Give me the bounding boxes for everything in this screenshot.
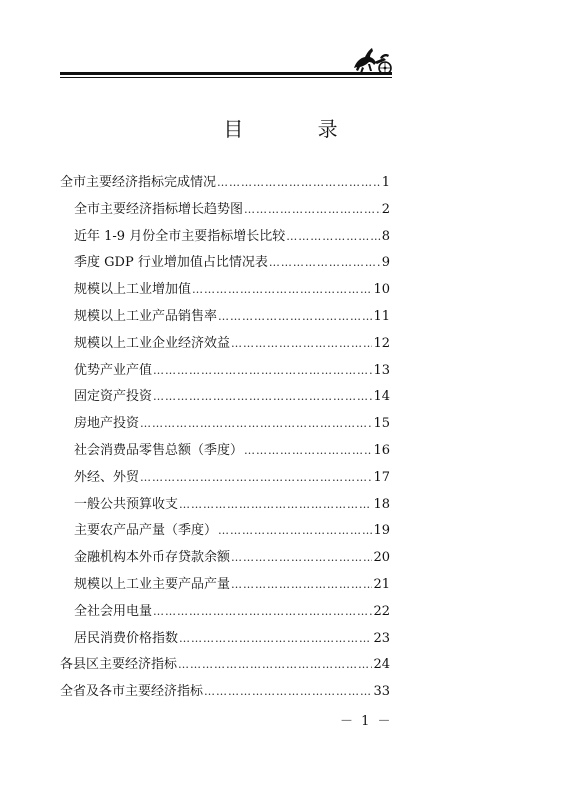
toc-entry-label: 全社会用电量 [74, 603, 153, 619]
toc-entry-label: 主要农产品产量（季度） [74, 523, 218, 539]
toc-leader-dots [140, 411, 372, 438]
toc-entry-page: 21 [373, 576, 390, 592]
toc-entry-label: 各县区主要经济指标 [60, 657, 178, 673]
toc-entry-page: 15 [373, 416, 390, 432]
toc-entry-label: 外经、外贸 [74, 469, 140, 485]
toc-entry-label: 房地产投资 [74, 416, 140, 432]
toc-entry-page: 13 [373, 362, 390, 378]
toc-entry-label: 固定资产投资 [74, 389, 153, 405]
toc-entry-page: 10 [373, 282, 390, 298]
toc-leader-dots [217, 170, 381, 197]
toc-entry[interactable] [60, 250, 390, 277]
toc-entry[interactable] [60, 492, 390, 519]
toc-entry-page: 16 [373, 442, 390, 458]
toc-leader-dots [204, 679, 372, 706]
page-title: 目 录 [223, 117, 372, 141]
header-rule [60, 72, 392, 75]
toc-entry-label: 季度 GDP 行业增加值占比情况表 [74, 255, 268, 271]
toc-entry-page: 33 [373, 684, 390, 700]
toc-leader-dots [153, 599, 372, 626]
toc-leader-dots [179, 626, 372, 653]
chariot-horse-logo-icon [350, 44, 394, 78]
toc-entry-page: 14 [373, 389, 390, 405]
toc-entry[interactable] [60, 518, 390, 545]
toc-entry-page: 17 [373, 469, 390, 485]
toc-leader-dots [179, 492, 372, 519]
toc-entry[interactable] [60, 599, 390, 626]
toc-entry-label: 规模以上工业增加值 [74, 282, 192, 298]
toc-leader-dots [231, 331, 372, 358]
toc-leader-dots [153, 358, 372, 385]
toc-entry-label: 居民消费价格指数 [74, 630, 179, 646]
toc-entry-label: 近年 1-9 月份全市主要指标增长比较 [74, 228, 286, 244]
toc-entry-page: 19 [373, 523, 390, 539]
toc-entry-label: 全市主要经济指标完成情况 [60, 175, 217, 190]
toc-entry[interactable] [60, 572, 390, 599]
toc-entry[interactable] [60, 358, 390, 385]
toc-entry[interactable] [60, 438, 390, 465]
toc-leader-dots [218, 304, 372, 331]
toc-entry-label: 全市主要经济指标增长趋势图 [74, 201, 244, 217]
toc-entry-label: 规模以上工业主要产品产量 [74, 576, 231, 592]
toc-entry-label: 规模以上工业企业经济效益 [74, 335, 231, 351]
toc-entry-label: 规模以上工业产品销售率 [74, 308, 218, 324]
toc-entry-label: 优势产业产值 [74, 362, 153, 378]
toc-entry-page: 18 [373, 496, 390, 512]
toc-entry-page: 8 [381, 228, 390, 244]
toc-leader-dots [178, 652, 372, 679]
toc-leader-dots [218, 518, 372, 545]
toc-entry-label: 全省及各市主要经济指标 [60, 684, 204, 700]
toc-entry-page: 2 [381, 201, 390, 217]
toc-entry[interactable] [60, 626, 390, 653]
toc-entry[interactable] [60, 277, 390, 304]
toc-leader-dots [192, 277, 372, 304]
toc-entry[interactable] [60, 197, 390, 224]
toc-leader-dots [244, 197, 381, 224]
toc-entry[interactable] [60, 679, 390, 706]
toc-leader-dots [153, 384, 372, 411]
toc-entry[interactable] [60, 652, 390, 679]
toc-entry-page: 22 [373, 603, 390, 619]
toc-leader-dots [269, 250, 381, 277]
toc-leader-dots [244, 438, 372, 465]
table-of-contents [60, 170, 390, 706]
toc-entry[interactable] [60, 411, 390, 438]
toc-entry-label: 社会消费品零售总额（季度） [74, 442, 244, 458]
toc-entry-page: 23 [373, 630, 390, 646]
toc-entry[interactable] [60, 384, 390, 411]
toc-entry[interactable] [60, 545, 390, 572]
toc-leader-dots [231, 545, 372, 572]
toc-entry-page: 9 [381, 255, 390, 271]
toc-entry-page: 12 [373, 335, 390, 351]
toc-entry-page: 24 [373, 657, 390, 673]
toc-leader-dots [231, 572, 372, 599]
toc-leader-dots [286, 224, 381, 251]
header-rule-thin [60, 77, 392, 78]
toc-entry[interactable] [60, 331, 390, 358]
toc-entry[interactable] [60, 224, 390, 251]
toc-entry[interactable] [60, 170, 390, 197]
toc-entry[interactable] [60, 465, 390, 492]
toc-entry-page: 11 [373, 308, 390, 324]
toc-entry-label: 一般公共预算收支 [74, 496, 179, 512]
toc-entry-label: 金融机构本外币存贷款余额 [74, 550, 231, 566]
toc-entry-page: 1 [381, 175, 390, 190]
toc-leader-dots [140, 465, 372, 492]
toc-entry-page: 20 [373, 550, 390, 566]
page-number: － 1 － [340, 714, 393, 729]
toc-entry[interactable] [60, 304, 390, 331]
